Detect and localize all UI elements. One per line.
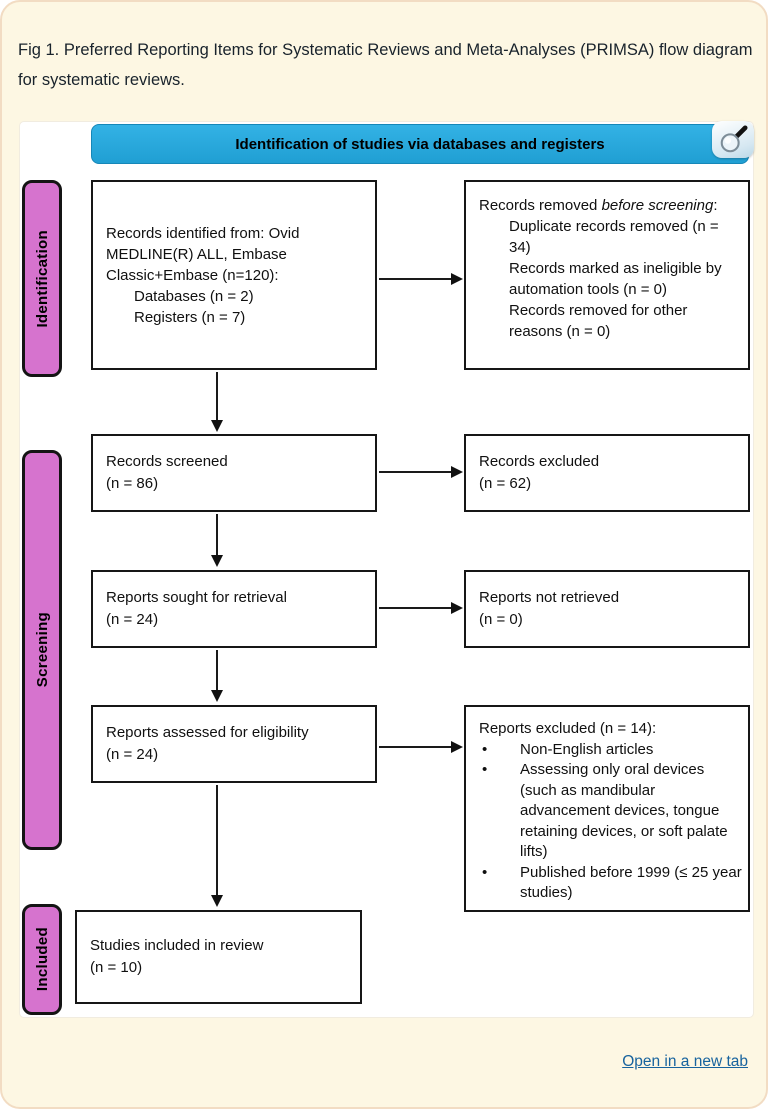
box-text-line: Reports not retrieved [479,589,620,606]
box-records-identified [91,180,377,370]
box-text-subline: Registers (n = 7) [134,308,246,326]
arrow-right-identified-to-removed [379,273,463,285]
arrow-right-assessed-to-excluded [379,741,463,753]
intro-suffix: : [713,197,718,214]
stage-label-included: Included [33,927,51,992]
arrow-down-assessed-to-included [211,785,223,907]
box-count: (n = 62) [479,475,532,492]
box-records-excluded [464,434,750,512]
box-text-line: Classic+Embase (n=120): [106,266,279,284]
box-text-item: Records marked as ineligible by automation tools (n = 0) [509,260,722,298]
box-records-removed [464,180,750,370]
stage-bar-screening [22,450,62,850]
arrow-down-screened-to-sought [211,514,223,567]
box-count: (n = 0) [479,611,523,628]
arrow-down-identified-to-screened [211,372,223,432]
box-text-item: Duplicate records removed (n = 34) [509,218,719,256]
intro-italic: before screening [601,197,714,214]
box-reports-excluded [464,705,750,912]
box-text-line: MEDLINE(R) ALL, Embase [106,245,287,263]
diagram-header-label: Identification of studies via databases and registers [235,135,605,153]
box-count: (n = 24) [106,746,159,763]
box-records-screened [91,434,377,512]
bullet-icon: • [482,761,488,778]
box-count: (n = 24) [106,611,159,628]
bullet-text: Non-English articles [520,740,654,758]
box-reports-assessed [91,705,377,783]
box-text-intro [479,195,740,216]
stage-bar-identification [22,180,62,377]
stage-label-identification: Identification [33,229,51,328]
bullet-icon: • [482,863,488,881]
arrow-right-screened-to-excluded [379,466,463,478]
box-text-subline: Databases (n = 2) [134,287,254,305]
box-count: (n = 86) [106,475,159,492]
box-reports-not-retrieved [464,570,750,648]
open-in-new-tab-link[interactable]: Open in a new tab [622,1053,748,1070]
box-text-item: Records removed for other reasons (n = 0) [509,302,688,340]
box-text-line: Reports sought for retrieval [106,589,287,606]
box-reports-sought [91,570,377,648]
box-text-line: Records excluded [479,453,600,470]
bullet-icon: • [482,740,488,758]
figure-caption: Fig 1. Preferred Reporting Items for Systematic Reviews and Meta-Analyses (PRIMSA) flow diagram for systematic reviews. [18,41,753,89]
bullet-text: Published before 1999 (≤ 25 year studies) [520,863,742,901]
magnifier-glyph [718,125,748,155]
stage-bar-included [22,904,62,1015]
bullet-item [479,740,742,761]
stage-label-screening: Screening [33,612,51,688]
box-count: (n = 10) [90,959,143,976]
box-text-line: Studies included in review [90,937,264,954]
bullet-item [479,760,742,863]
box-text-line: Reports assessed for eligibility [106,724,309,741]
box-text-title: Reports excluded (n = 14): [479,720,657,737]
box-text-line: Records screened [106,453,228,470]
magnifier-icon[interactable] [712,121,754,158]
bullet-item [479,863,742,904]
intro-prefix: Records removed [479,197,602,214]
diagram-header-banner [91,124,749,164]
arrow-right-sought-to-not-retrieved [379,602,463,614]
box-text-line: Records identified from: Ovid [106,224,300,242]
bullet-text: Assessing only oral devices (such as mandibular advancement devices, tongue retaining devices, or soft palate lifts) [520,761,728,860]
box-studies-included [75,910,362,1004]
arrow-down-sought-to-assessed [211,650,223,702]
